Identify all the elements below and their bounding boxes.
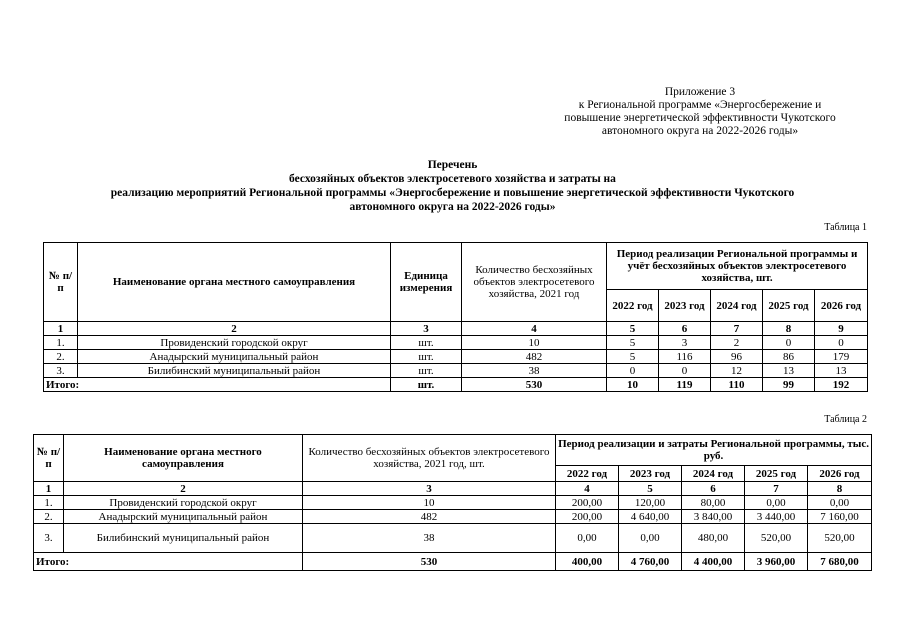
cell: 0: [763, 336, 815, 350]
cell: 116: [659, 350, 711, 364]
header-num: № п/п: [44, 243, 78, 322]
cell: 520,00: [808, 524, 872, 553]
cell: 0: [815, 336, 868, 350]
header-org: Наименование органа местного самоуправления: [78, 243, 391, 322]
cell: Провиденский городской округ: [78, 336, 391, 350]
appendix-note: [520, 86, 880, 138]
index-cell: 7: [745, 482, 808, 496]
table-row: [34, 510, 872, 524]
cell: 38: [303, 524, 556, 553]
total-cell: 110: [711, 378, 763, 392]
index-cell: 3: [303, 482, 556, 496]
table1-label: Таблица 1: [824, 222, 867, 233]
title-line: бесхозяйных объектов электросетевого хозяйства и затраты на: [289, 173, 616, 185]
index-cell: 4: [556, 482, 619, 496]
index-cell: 5: [619, 482, 682, 496]
index-cell: 9: [815, 322, 868, 336]
table-row: [44, 336, 868, 350]
index-cell: 1: [34, 482, 64, 496]
appendix-line: автономного округа на 2022-2026 годы»: [601, 125, 799, 137]
title-line: реализацию мероприятий Региональной программы «Энергосбережение и повышение энергетической эффективности Чукотского: [110, 187, 795, 199]
index-cell: 2: [64, 482, 303, 496]
cell: 3 840,00: [682, 510, 745, 524]
index-cell: 3: [391, 322, 462, 336]
cell: шт.: [391, 336, 462, 350]
title-line: Перечень: [427, 159, 478, 171]
total-cell: 10: [607, 378, 659, 392]
cell: шт.: [391, 364, 462, 378]
cell: 0,00: [619, 524, 682, 553]
cell: 120,00: [619, 496, 682, 510]
cell: 5: [607, 336, 659, 350]
cell: Анадырский муниципальный район: [78, 350, 391, 364]
cell: 0,00: [808, 496, 872, 510]
cell: 1.: [34, 496, 64, 510]
cell: 200,00: [556, 510, 619, 524]
total-label: Итого:: [44, 378, 391, 392]
header-unit: Единица измерения: [391, 243, 462, 322]
table-row: [34, 496, 872, 510]
cell: 2: [711, 336, 763, 350]
header-num: № п/п: [34, 435, 64, 482]
cell: 0: [607, 364, 659, 378]
cell: 13: [763, 364, 815, 378]
index-cell: 5: [607, 322, 659, 336]
header-year: 2022 год: [607, 290, 659, 322]
header-org: Наименование органа местного самоуправления: [64, 435, 303, 482]
cell: 7 160,00: [808, 510, 872, 524]
cell: 3.: [34, 524, 64, 553]
cell: 3: [659, 336, 711, 350]
cell: Билибинский муниципальный район: [78, 364, 391, 378]
cell: 0,00: [745, 496, 808, 510]
title-line: автономного округа на 2022-2026 годы»: [349, 201, 556, 213]
total-cell: 119: [659, 378, 711, 392]
total-cell: 99: [763, 378, 815, 392]
table-1: [43, 242, 868, 392]
cell: 4 640,00: [619, 510, 682, 524]
table2-label: Таблица 2: [824, 414, 867, 425]
index-row: [44, 322, 868, 336]
cell: 3.: [44, 364, 78, 378]
header-year: 2023 год: [619, 466, 682, 482]
cell: 12: [711, 364, 763, 378]
document-title: [40, 158, 865, 214]
cell: 3 440,00: [745, 510, 808, 524]
header-year: 2023 год: [659, 290, 711, 322]
cell: 482: [462, 350, 607, 364]
header-year: 2024 год: [682, 466, 745, 482]
index-cell: 6: [659, 322, 711, 336]
header-year: 2024 год: [711, 290, 763, 322]
cell: 10: [303, 496, 556, 510]
cell: 5: [607, 350, 659, 364]
index-row: [34, 482, 872, 496]
cell: 10: [462, 336, 607, 350]
total-cell: 530: [303, 553, 556, 571]
cell: 13: [815, 364, 868, 378]
total-row: [34, 553, 872, 571]
cell: Провиденский городской округ: [64, 496, 303, 510]
cell: 96: [711, 350, 763, 364]
table-2: [33, 434, 872, 571]
header-year: 2026 год: [815, 290, 868, 322]
total-cell: 4 760,00: [619, 553, 682, 571]
cell: 480,00: [682, 524, 745, 553]
header-year: 2026 год: [808, 466, 872, 482]
cell: 1.: [44, 336, 78, 350]
header-year: 2022 год: [556, 466, 619, 482]
header-year: 2025 год: [745, 466, 808, 482]
index-cell: 8: [763, 322, 815, 336]
total-cell: 400,00: [556, 553, 619, 571]
table-row: [44, 364, 868, 378]
cell: 80,00: [682, 496, 745, 510]
header-period: Период реализации и затраты Региональной программы, тыс. руб.: [556, 435, 872, 466]
cell: 0,00: [556, 524, 619, 553]
index-cell: 8: [808, 482, 872, 496]
index-cell: 1: [44, 322, 78, 336]
index-cell: 6: [682, 482, 745, 496]
total-cell: 4 400,00: [682, 553, 745, 571]
table-row: [34, 524, 872, 553]
cell: шт.: [391, 350, 462, 364]
total-cell: 7 680,00: [808, 553, 872, 571]
table-row: [44, 350, 868, 364]
appendix-line: Приложение 3: [664, 86, 736, 98]
total-cell: 192: [815, 378, 868, 392]
index-cell: 7: [711, 322, 763, 336]
header-year: 2025 год: [763, 290, 815, 322]
total-row: [44, 378, 868, 392]
header-count: Количество бесхозяйных объектов электросетевого хозяйства, 2021 год, шт.: [303, 435, 556, 482]
cell: 482: [303, 510, 556, 524]
cell: 38: [462, 364, 607, 378]
cell: 0: [659, 364, 711, 378]
cell: 200,00: [556, 496, 619, 510]
cell: 86: [763, 350, 815, 364]
cell: 2.: [34, 510, 64, 524]
index-cell: 2: [78, 322, 391, 336]
header-period: Период реализации Региональной программы и учёт бесхозяйных объектов электросетевого хозяйства, шт.: [607, 243, 868, 290]
cell: Билибинский муниципальный район: [64, 524, 303, 553]
total-cell: 530: [462, 378, 607, 392]
header-count: Количество бесхозяйных объектов электросетевого хозяйства, 2021 год: [462, 243, 607, 322]
cell: 520,00: [745, 524, 808, 553]
index-cell: 4: [462, 322, 607, 336]
total-cell: шт.: [391, 378, 462, 392]
total-label: Итого:: [34, 553, 303, 571]
cell: Анадырский муниципальный район: [64, 510, 303, 524]
cell: 2.: [44, 350, 78, 364]
appendix-line: повышение энергетической эффективности Чукотского: [564, 112, 836, 124]
total-cell: 3 960,00: [745, 553, 808, 571]
cell: 179: [815, 350, 868, 364]
appendix-line: к Региональной программе «Энергосбережение и: [578, 99, 822, 111]
